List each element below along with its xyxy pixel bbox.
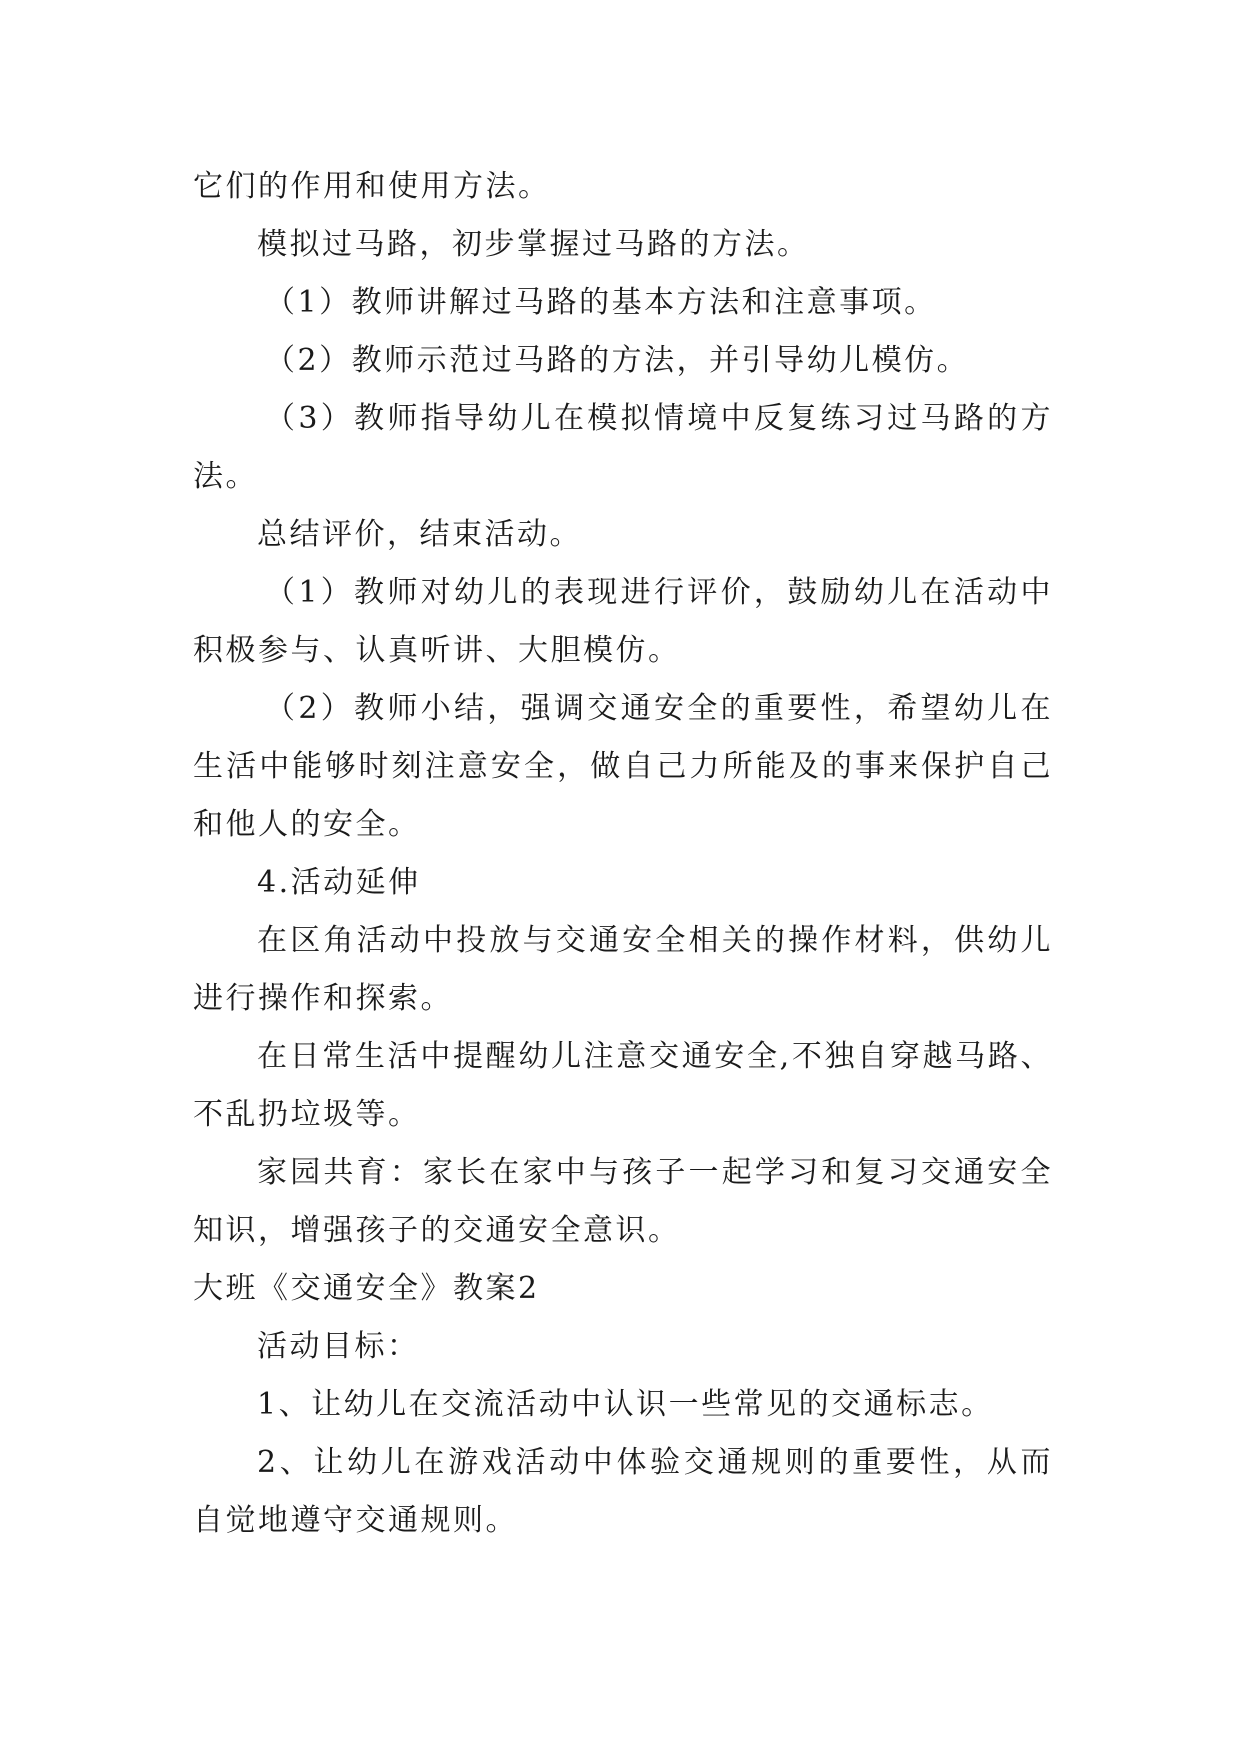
list-item: （1）教师对幼儿的表现进行评价，鼓励幼儿在活动中积极参与、认真听讲、大胆模仿。 <box>193 575 1053 668</box>
section-heading: 4.活动延伸 <box>257 865 421 900</box>
paragraph: 在日常生活中提醒幼儿注意交通安全,不独自穿越马路、不乱扔垃圾等。 <box>193 1039 1053 1132</box>
section-heading: 活动目标： <box>257 1329 420 1364</box>
list-item: 1、让幼儿在交流活动中认识一些常见的交通标志。 <box>257 1387 994 1422</box>
paragraph: 在区角活动中投放与交通安全相关的操作材料，供幼儿进行操作和探索。 <box>193 923 1053 1016</box>
paragraph: 它们的作用和使用方法。 <box>193 169 551 204</box>
list-item: （1）教师讲解过马路的基本方法和注意事项。 <box>265 285 937 320</box>
list-item: （2）教师小结，强调交通安全的重要性，希望幼儿在生活中能够时刻注意安全，做自己力所能及的事来保护自己和他人的安全。 <box>193 691 1053 842</box>
document-body <box>193 158 1053 1550</box>
paragraph: 家园共育：家长在家中与孩子一起学习和复习交通安全知识，增强孩子的交通安全意识。 <box>193 1155 1053 1248</box>
list-item: 2、让幼儿在游戏活动中体验交通规则的重要性，从而自觉地遵守交通规则。 <box>193 1445 1053 1538</box>
document-title: 大班《交通安全》教案2 <box>193 1271 540 1306</box>
paragraph: 模拟过马路，初步掌握过马路的方法。 <box>257 227 810 262</box>
paragraph: 总结评价，结束活动。 <box>257 517 582 552</box>
list-item: （3）教师指导幼儿在模拟情境中反复练习过马路的方法。 <box>193 401 1053 494</box>
list-item: （2）教师示范过马路的方法，并引导幼儿模仿。 <box>265 343 970 378</box>
